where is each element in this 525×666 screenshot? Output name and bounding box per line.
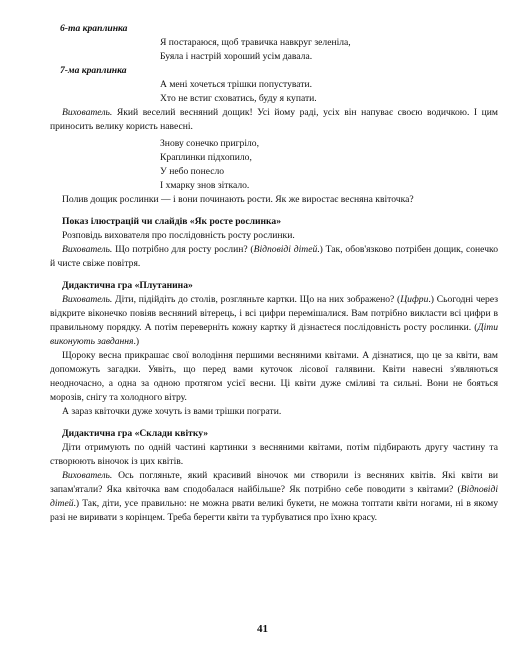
teacher-paragraph-4: Вихователь. Ось погляньте, який красивий віночок ми створили із весняних квітів. Які квіти ви запам'ятали? Яка квіточка вам сподобалася найбільше? Як потрібно себе поводити з квітами? (Відповіді дітей.) Так, діти, усе правильно: не можна рвати великі букети, не можна топтати квіти ногами, ні в якому разі не виривати з корінцем. Треба берегти квіти та турбуватися про їхню красу. [50,470,498,523]
stage-direction: Цифри [400,294,429,305]
teacher-paragraph-1 [50,106,498,134]
section-heading: Дидактична гра «Плутанина» [62,280,193,291]
section-heading: Показ ілюстрацій чи слайдів «Як росте рослинка» [62,216,282,227]
page-number: 41 [257,623,268,635]
verse-line: Буяла і настрій хороший усім давала. [160,51,313,62]
drop6-label: 6-та краплинка [60,23,128,34]
section-intro: Розповідь вихователя про послідовність росту рослинки. [62,230,295,241]
verse-line: У небо понесло [160,166,225,177]
speaker-role: Вихователь. [62,470,113,481]
section-heading: Дидактична гра «Склади квітку» [62,428,209,439]
drop6-lines [160,36,498,64]
teacher-paragraph-2: Вихователь. Що потрібно для росту рослин? (Відповіді дітей.) Так, обов'язково потрібен дощик, сонечко й чисте свіже повітря. [50,244,498,269]
verse-line: Я постараюся, щоб травичка навкруг зеленіла, [160,37,351,48]
stage-direction: Відповіді дітей [50,484,498,509]
verse-line: Хто не встиг сховатись, буду я купати. [160,93,317,104]
paragraph: Діти отримують по одній частині картинки з весняними квітами, потім підбирають другу частину та створюють віночок із цих квітів. [50,442,498,467]
stage-direction: Діти виконують завдання [50,322,498,347]
speaker-role: Вихователь. [62,107,113,118]
page-content [50,22,498,525]
stage-direction: Відповіді дітей [253,244,318,255]
teacher-paragraph-3: Вихователь. Діти, підійдіть до столів, розгляньте картки. Що на них зображено? (Цифри.) Сьогодні через відкрите віконечко повіяв весняний вітерець, і всі цифри перемішалися. Вам потрібно викласти всі цифри в правильному порядку. А потім переверніть кожну картку й дізнаєтеся послідовність росту рослинки. (Діти виконують завдання.) [50,294,499,347]
paragraph: А зараз квіточки дуже хочуть із вами трішки пограти. [62,406,282,417]
verse-line: А мені хочеться трішки попустувати. [160,79,313,90]
speaker-role: Вихователь. [62,294,113,305]
watering-paragraph: Полив дощик рослинки — і вони починають рости. Як же виростає весняна квіточка? [62,194,414,205]
paragraph: Щороку весна прикрашає свої володіння першими весняними квітами. А дізнатися, що це за квіти, вам допоможуть загадки. Уявіть, що перед вами куточок лісової галявини. Квіти навесні з'являються неодночасно, а одна за одною протягом усієї весни. Ці квіти дуже сміливі та сильні. Вони не бояться морозів, снігу та холодного вітру. [50,350,498,403]
drop7-label: 7-ма краплинка [60,65,127,76]
verse-line: Краплинки підхопило, [160,152,252,163]
verse-line: Знову сонечко пригріло, [160,138,259,149]
speaker-role: Вихователь. [62,244,113,255]
paragraph-text: Який веселий весняний дощик! Усі йому раді, усіх він напуває своєю водичкою. І цим приносить велику користь навесні. [50,107,498,132]
verse-line: І хмарку знов зіткало. [160,180,250,191]
poem [160,137,498,193]
drop7-lines [160,78,498,106]
